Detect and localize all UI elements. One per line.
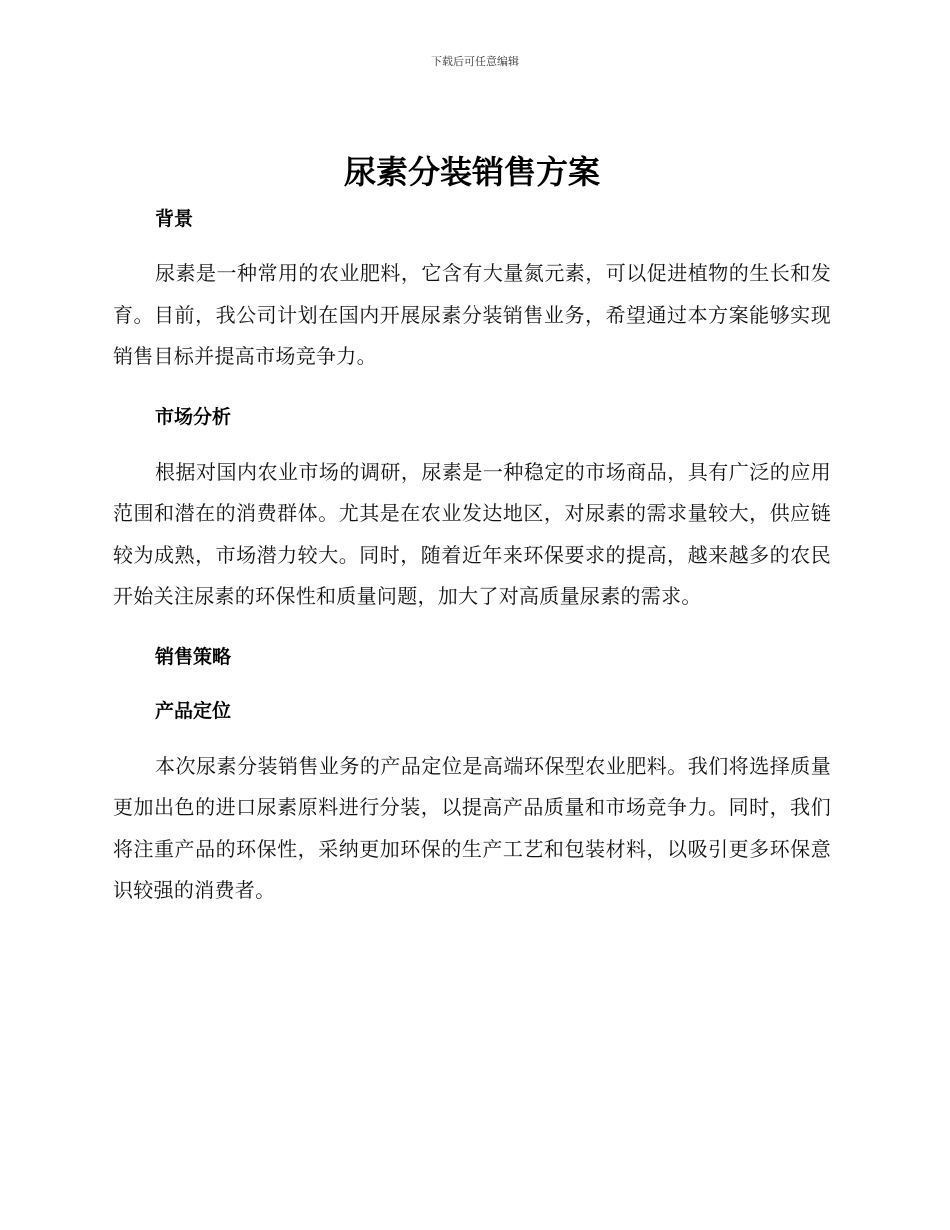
section-paragraph-product-positioning: 本次尿素分装销售业务的产品定位是高端环保型农业肥料。我们将选择质量更加出色的进口尿素原料进行分装，以提高产品质量和市场竞争力。同时，我们将注重产品的环保性，采纳更加环保的生产工艺和包装材料，以吸引更多环保意识较强的消费者。 xyxy=(113,753,831,902)
section-paragraph-background: 尿素是一种常用的农业肥料，它含有大量氮元素，可以促进植物的生长和发育。目前，我公司计划在国内开展尿素分装销售业务，希望通过本方案能够实现销售目标并提高市场竞争力。 xyxy=(113,261,831,368)
section-heading-product-positioning: 产品定位 xyxy=(155,699,232,722)
section-heading-market-analysis: 市场分析 xyxy=(155,405,232,428)
section-paragraph-market-analysis: 根据对国内农业市场的调研，尿素是一种稳定的市场商品，具有广泛的应用范围和潜在的消费群体。尤其是在农业发达地区，对尿素的需求量较大，供应链较为成熟，市场潜力较大。同时，随着近年来环保要求的提高，越来越多的农民开始关注尿素的环保性和质量问题，加大了对高质量尿素的需求。 xyxy=(113,459,831,608)
document-body xyxy=(113,150,831,912)
section-heading-sales-strategy: 销售策略 xyxy=(155,645,232,668)
section-heading-background: 背景 xyxy=(155,208,194,230)
document-title: 尿素分装销售方案 xyxy=(343,153,600,191)
page-header-note: 下载后可任意编辑 xyxy=(431,55,519,68)
